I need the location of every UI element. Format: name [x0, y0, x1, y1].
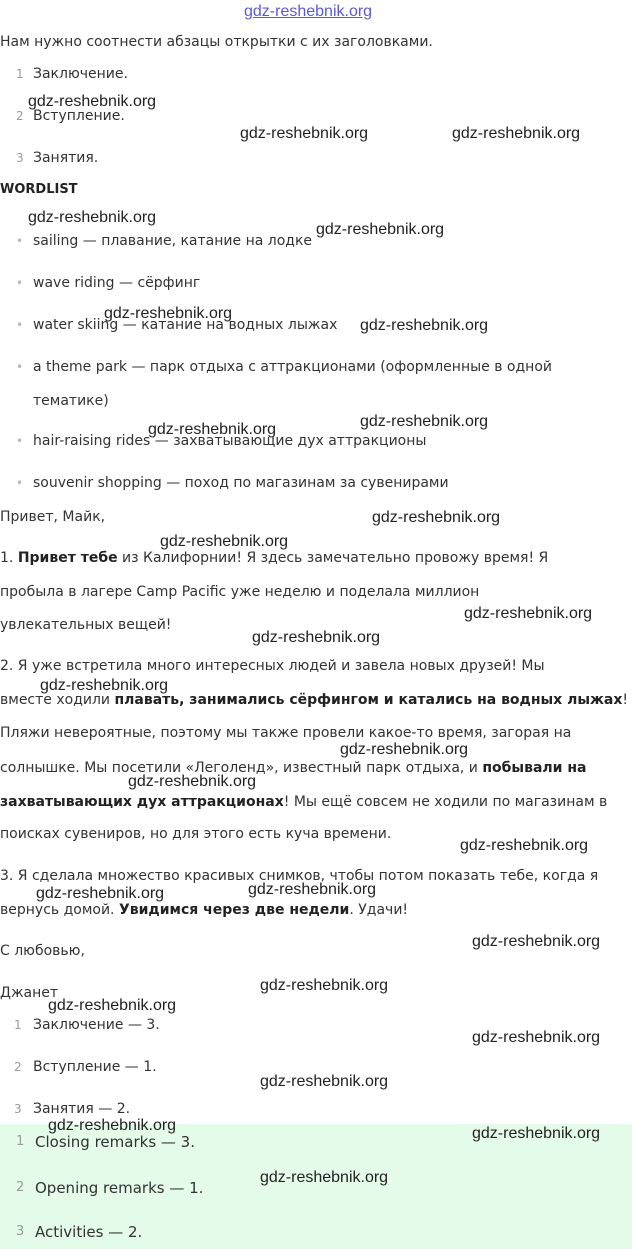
watermark: gdz-reshebnik.org — [472, 1029, 601, 1046]
answer-item: Вступление — 1. — [33, 1059, 157, 1075]
watermark: gdz-reshebnik.org — [40, 677, 169, 694]
watermark: gdz-reshebnik.org — [260, 1073, 389, 1090]
heading-item: Занятия. — [33, 150, 99, 166]
watermark: gdz-reshebnik.org — [252, 629, 381, 646]
watermark: gdz-reshebnik.org — [340, 741, 469, 758]
watermark: gdz-reshebnik.org — [28, 209, 157, 226]
watermark: gdz-reshebnik.org — [260, 1169, 389, 1186]
watermark: gdz-reshebnik.org — [104, 305, 233, 322]
letter-signature: Джанет — [0, 985, 59, 1001]
wordlist-item: wave riding — сёрфинг — [33, 275, 201, 291]
watermark: gdz-reshebnik.org — [360, 413, 489, 430]
bullet-icon: • — [16, 318, 24, 332]
letter-greeting: Привет, Майк, — [0, 509, 106, 525]
paragraph-number: 1. — [0, 550, 18, 566]
wordlist-item: souvenir shopping — поход по магазинам за сувенирами — [33, 475, 449, 491]
answer-item-en: Activities — 2. — [35, 1223, 143, 1241]
wordlist-item: a theme park — парк отдыха с аттракционами (оформленные в одной — [33, 359, 552, 375]
text-run: . Удачи! — [349, 902, 409, 918]
letter-paragraph-2-line-3: Пляжи невероятные, поэтому мы также провели какое-то время, загорая на — [0, 725, 572, 741]
letter-closing: С любовью, — [0, 943, 85, 959]
letter-paragraph-1-line-2: пробыла в лагере Camp Pacific уже неделю и поделала миллион — [0, 584, 480, 600]
watermark: gdz-reshebnik.org — [248, 881, 377, 898]
watermark: gdz-reshebnik.org — [472, 1125, 601, 1142]
watermark: gdz-reshebnik.org — [28, 93, 157, 110]
bold-phrase: Увидимся через две недели — [118, 902, 350, 918]
bullet-icon: • — [16, 276, 24, 290]
letter-paragraph-2-line-4 — [0, 758, 586, 778]
bold-phrase: захватывающих дух аттракционах — [0, 794, 284, 810]
bullet-icon: • — [16, 476, 24, 490]
answer-number: 3 — [16, 1224, 25, 1239]
heading-number: 3 — [16, 151, 24, 165]
bullet-icon: • — [16, 234, 24, 248]
watermark: gdz-reshebnik.org — [260, 977, 389, 994]
watermark: gdz-reshebnik.org — [36, 885, 165, 902]
watermark: gdz-reshebnik.org — [48, 997, 177, 1014]
watermark: gdz-reshebnik.org — [472, 933, 601, 950]
wordlist-item: sailing — плавание, катание на лодке — [33, 233, 313, 249]
text-run: из Калифорнии! Я здесь замечательно провожу время! Я — [117, 550, 549, 566]
letter-paragraph-2-line-5 — [0, 792, 607, 812]
watermark: gdz-reshebnik.org — [460, 837, 589, 854]
answer-item: Заключение — 3. — [33, 1017, 160, 1033]
watermark: gdz-reshebnik.org — [128, 773, 257, 790]
heading-item: Заключение. — [33, 66, 128, 82]
watermark: gdz-reshebnik.org — [160, 533, 289, 550]
letter-paragraph-1-line-3: увлекательных вещей! — [0, 617, 172, 633]
wordlist-item: hair-raising rides — захватывающие дух аттракционы — [33, 433, 427, 449]
task-instruction: Нам нужно соотнести абзацы открытки с их заголовками. — [0, 34, 433, 50]
answer-number: 3 — [14, 1102, 22, 1116]
letter-paragraph-3: 3. Я сделала множество красивых снимков, чтобы потом показать тебе, когда я — [0, 868, 599, 884]
watermark: gdz-reshebnik.org — [148, 421, 277, 438]
answer-number: 2 — [16, 1180, 25, 1195]
watermark: gdz-reshebnik.org — [372, 509, 501, 526]
text-run: вместе ходили — [0, 692, 115, 708]
answer-item: Занятия — 2. — [33, 1101, 131, 1117]
bold-phrase: плавать, занимались сёрфингом и катались на водных лыжах — [114, 692, 623, 708]
watermark: gdz-reshebnik.org — [452, 125, 581, 142]
answer-item-en: Opening remarks — 1. — [35, 1179, 204, 1197]
watermark: gdz-reshebnik.org — [48, 1117, 177, 1134]
bullet-icon: • — [16, 434, 24, 448]
watermark: gdz-reshebnik.org — [316, 221, 445, 238]
watermark-top[interactable]: gdz-reshebnik.org — [244, 3, 373, 20]
wordlist-title: WORDLIST — [0, 182, 78, 197]
wordlist-item: water skiing — катание на водных лыжах — [33, 317, 338, 333]
heading-item: Вступление. — [33, 108, 125, 124]
letter-paragraph-2-line-6: поисках сувениров, но для этого есть куча времени. — [0, 826, 392, 842]
answer-number: 1 — [14, 1018, 22, 1032]
text-run: ! — [622, 692, 629, 708]
bold-phrase: Привет тебе — [17, 550, 118, 566]
text-run: ! Мы ещё совсем не ходили по магазинам в — [283, 794, 608, 810]
answer-number: 1 — [16, 1134, 25, 1149]
bold-phrase: побывали на — [482, 760, 587, 776]
bullet-icon: • — [16, 360, 24, 374]
wordlist-item-continuation: тематике) — [33, 393, 109, 409]
heading-number: 2 — [16, 109, 24, 123]
text-run: солнышке. Мы посетили «Леголенд», известный парк отдыха, и — [0, 760, 483, 776]
text-run: вернусь домой. — [0, 902, 119, 918]
watermark: gdz-reshebnik.org — [464, 605, 593, 622]
answer-number: 2 — [14, 1060, 22, 1074]
letter-paragraph-2: 2. Я уже встретила много интересных людей и завела новых друзей! Мы — [0, 658, 545, 674]
answer-item-en: Closing remarks — 3. — [35, 1133, 195, 1151]
heading-number: 1 — [16, 67, 24, 81]
watermark: gdz-reshebnik.org — [240, 125, 369, 142]
watermark: gdz-reshebnik.org — [360, 317, 489, 334]
